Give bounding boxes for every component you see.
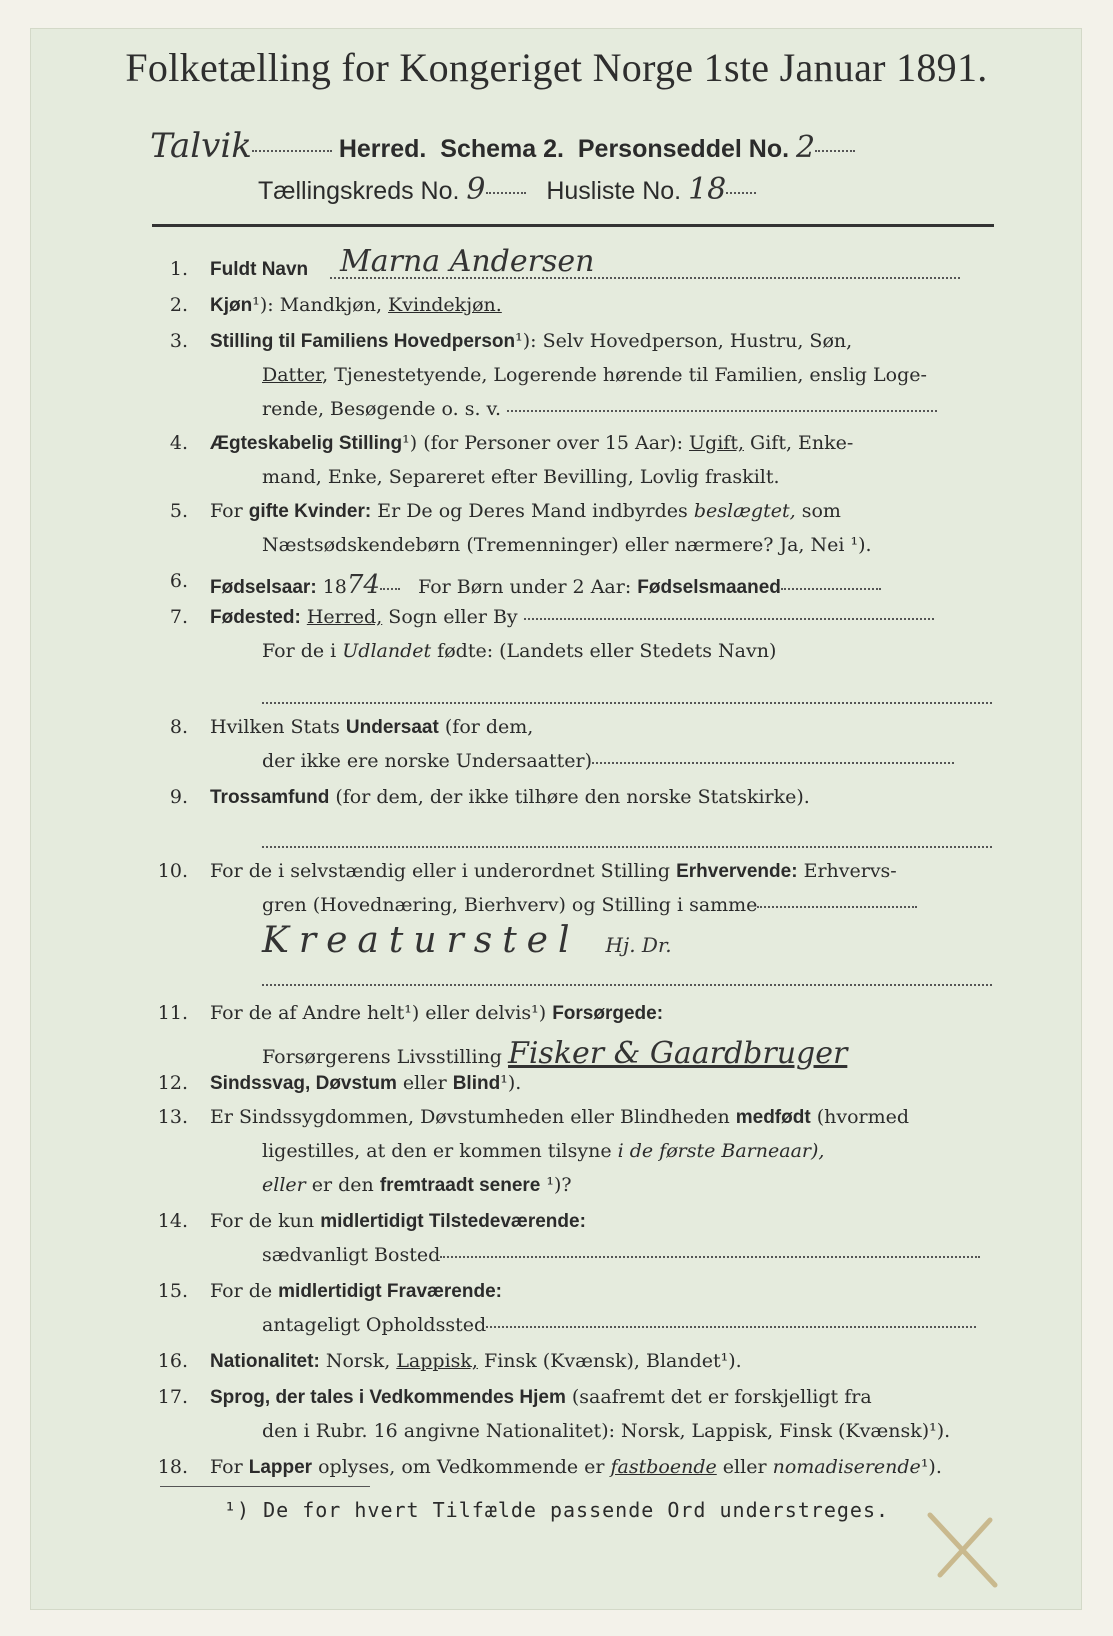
footnote: ¹) De for hvert Tilfælde passende Ord understreges.	[223, 1498, 890, 1522]
occupation-note: Hj. Dr.	[605, 933, 672, 957]
herred-value: Talvik	[150, 126, 252, 166]
personseddel-label: Personseddel No.	[577, 135, 790, 163]
herred-label: Herred.	[338, 135, 427, 163]
husliste-label: Husliste No.	[546, 177, 682, 205]
birth-year-answer: 74	[346, 570, 380, 600]
kreds-label: Tællingskreds No.	[258, 177, 460, 205]
cross-mark	[920, 1505, 1010, 1590]
kreds-value: 9	[466, 172, 486, 207]
provider-occupation-answer: Fisker & Gaardbruger	[508, 1036, 848, 1071]
husliste-value: 18	[688, 172, 727, 207]
footnote-rule	[160, 1486, 370, 1487]
occupation-answer: Kreaturstel	[262, 920, 580, 961]
full-name-answer: Marna Andersen	[340, 244, 595, 279]
schema-label: Schema 2.	[440, 135, 564, 163]
herred-line	[150, 126, 855, 166]
kreds-line	[258, 172, 756, 207]
header-rule	[152, 224, 994, 227]
personseddel-value: 2	[796, 130, 816, 165]
form-title: Folketælling for Kongeriget Norge 1ste Januar 1891.	[125, 45, 988, 90]
